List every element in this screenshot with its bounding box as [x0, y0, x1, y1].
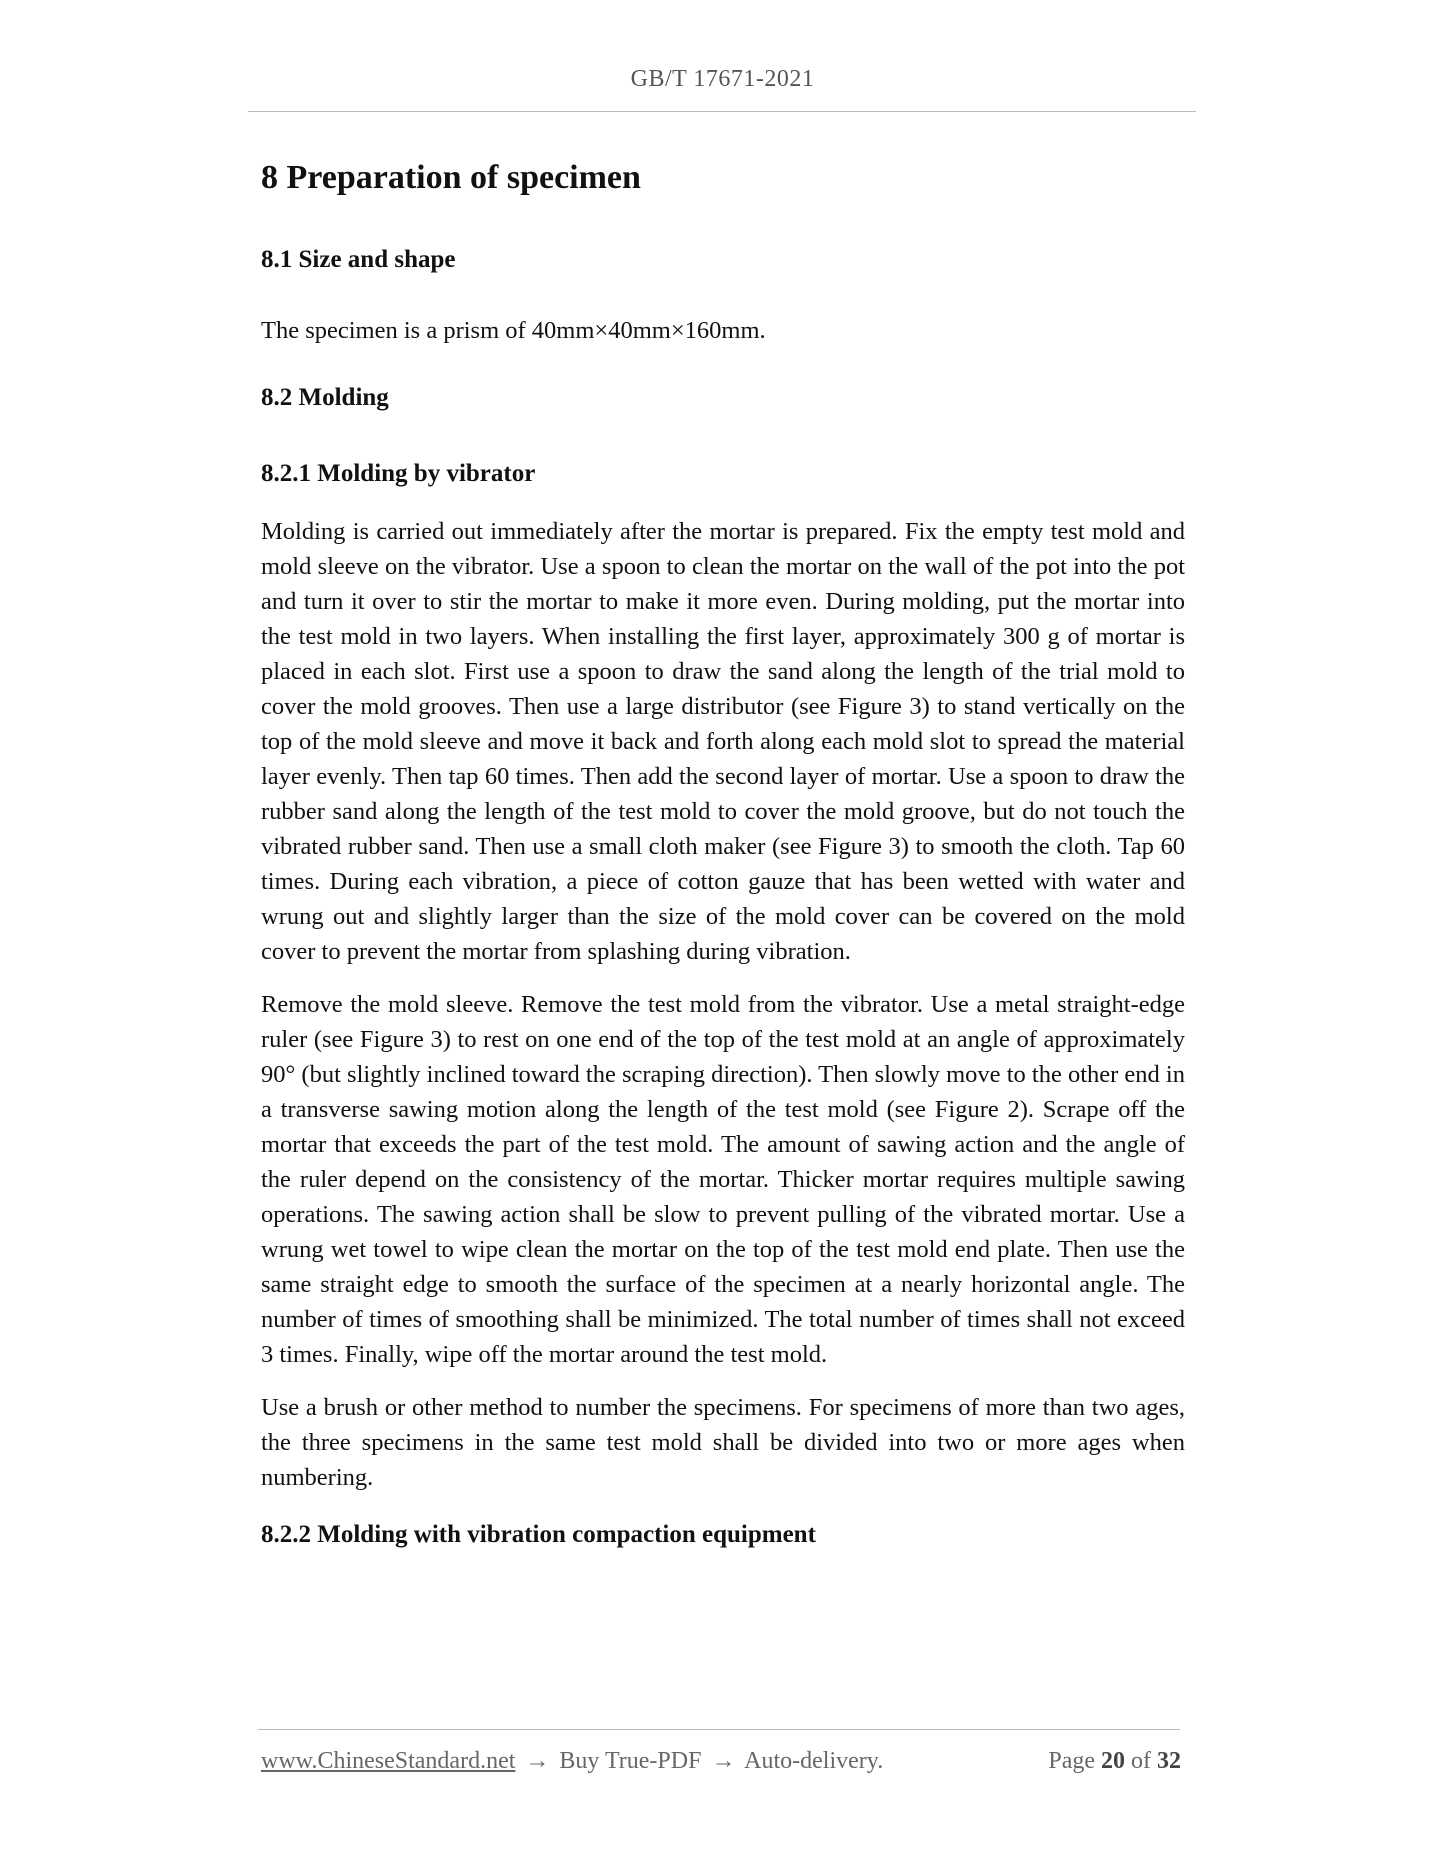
page-current: 20	[1101, 1748, 1125, 1774]
page-header-standard-code: GB/T 17671-2021	[630, 66, 815, 92]
footer-divider	[258, 1729, 1180, 1730]
page-content	[261, 150, 1185, 1555]
heading-8-1: 8.1 Size and shape	[261, 246, 456, 273]
page-number	[1048, 1748, 1181, 1775]
paragraph-8-2-1-numbering: Use a brush or other method to number the specimens. For specimens of more than two ages, the three specimens in the same test mold shall be divided into two or more ages when numbering.	[261, 1394, 1185, 1491]
heading-8-2-2: 8.2.2 Molding with vibration compaction equipment	[261, 1521, 816, 1548]
page-word: Page	[1048, 1748, 1095, 1774]
header-divider	[248, 111, 1196, 112]
of-word: of	[1131, 1748, 1151, 1774]
heading-8-2-1: 8.2.1 Molding by vibrator	[261, 460, 536, 487]
section-title: 8 Preparation of specimen	[261, 159, 641, 196]
arrow-right-icon: →	[711, 1748, 736, 1774]
paragraph-8-2-1-remove-sleeve: Remove the mold sleeve. Remove the test mold from the vibrator. Use a metal straight-edge ruler (see Figure 3) to rest on one end of the top of the test mold at an angle of approximately 90° (but slightly inclined toward the scraping direction). Then slowly move to the other end in a transverse sawing motion along the length of the test mold (see Figure 2). Scrape off the mortar that exceeds the part of the test mold. The amount of sawing action and the angle of the ruler depend on the consistency of the mortar. Thicker mortar requires multiple sawing operations. The sawing action shall be slow to prevent pulling of the vibrated mortar. Use a wrung wet towel to wipe clean the mortar on the top of the test mold end plate. Then use the same straight edge to smooth the surface of the specimen at a nearly horizontal angle. The number of times of smoothing shall be minimized. The total number of times shall not exceed 3 times. Finally, wipe off the mortar around the test mold.	[261, 991, 1185, 1368]
paragraph-8-2-1-molding: Molding is carried out immediately after the mortar is prepared. Fix the empty test mold and mold sleeve on the vibrator. Use a spoon to clean the mortar on the wall of the pot into the pot and turn it over to stir the mortar to make it more even. During molding, put the mortar into the test mold in two layers. When installing the first layer, approximately 300 g of mortar is placed in each slot. First use a spoon to draw the sand along the length of the trial mold to cover the mold grooves. Then use a large distributor (see Figure 3) to stand vertically on the top of the mold sleeve and move it back and forth along each mold slot to spread the material layer evenly. Then tap 60 times. Then add the second layer of mortar. Use a spoon to draw the rubber sand along the length of the test mold to cover the mold groove, but do not touch the vibrated rubber sand. Then use a small cloth maker (see Figure 3) to smooth the cloth. Tap 60 times. During each vibration, a piece of cotton gauze that has been wetted with water and wrung out and slightly larger than the size of the mold cover can be covered on the mold cover to prevent the mortar from splashing during vibration.	[261, 518, 1185, 965]
page-footer	[261, 1748, 1181, 1782]
page-total: 32	[1157, 1748, 1181, 1774]
footer-promo	[261, 1748, 883, 1775]
auto-delivery-text: Auto-delivery.	[744, 1748, 884, 1774]
arrow-right-icon: →	[525, 1748, 550, 1774]
paragraph-8-1: The specimen is a prism of 40mm×40mm×160mm.	[261, 317, 766, 344]
heading-8-2: 8.2 Molding	[261, 384, 389, 411]
buy-true-pdf-text: Buy True-PDF	[559, 1748, 702, 1774]
site-link[interactable]: www.ChineseStandard.net	[261, 1748, 516, 1774]
